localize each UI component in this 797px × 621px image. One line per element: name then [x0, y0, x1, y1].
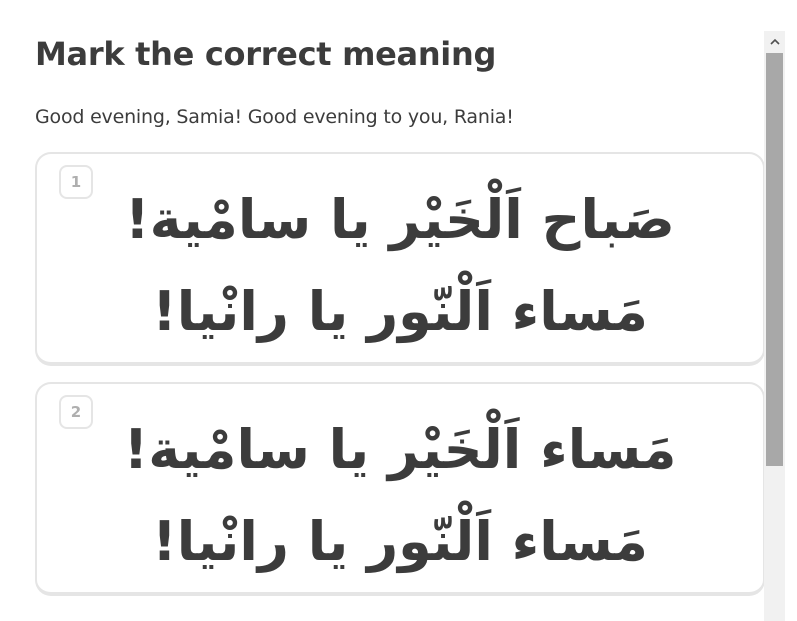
- choice-text-line: صَباح اَلْخَيْر يا سامْية!: [125, 188, 675, 251]
- chevron-up-icon: [770, 38, 780, 45]
- challenge-title: Mark the correct meaning: [35, 35, 497, 73]
- choice-option-2[interactable]: [35, 382, 765, 596]
- choice-text: [37, 174, 763, 358]
- scroll-up-button[interactable]: [764, 31, 785, 52]
- challenge-prompt: Good evening, Samia! Good evening to you, Rania!: [35, 106, 514, 128]
- choice-text: [37, 404, 763, 588]
- choice-list: [35, 152, 765, 596]
- scrollbar-thumb[interactable]: [766, 53, 783, 466]
- challenge-content: [35, 0, 765, 612]
- vertical-scrollbar[interactable]: [764, 31, 785, 621]
- choice-text-line: مَساء اَلْنّور يا رانْيا!: [152, 280, 648, 343]
- choice-option-1[interactable]: [35, 152, 765, 366]
- choice-number-badge: 2: [59, 395, 93, 429]
- choice-text-line: مَساء اَلْنّور يا رانْيا!: [152, 510, 648, 573]
- choice-number-badge: 1: [59, 165, 93, 199]
- choice-text-line: مَساء اَلْخَيْر يا سامْية!: [123, 418, 677, 481]
